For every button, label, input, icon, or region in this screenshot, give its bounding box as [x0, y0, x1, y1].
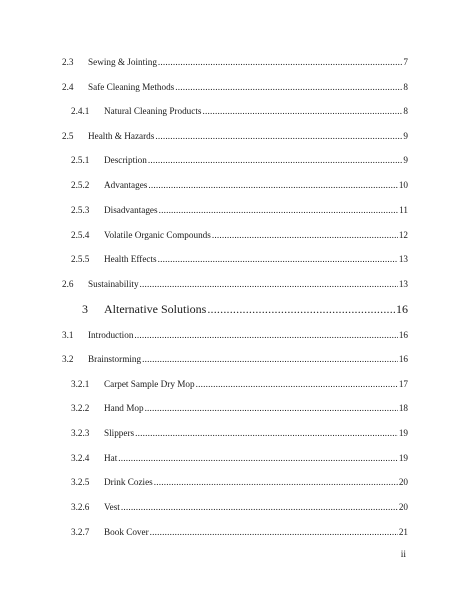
toc-entry-title: Slippers [104, 428, 135, 438]
toc-entry-number: 3.1 [62, 330, 74, 340]
toc-entry-title: Sewing & Jointing [88, 57, 157, 67]
toc-entry-page: 16 [398, 330, 408, 340]
toc-entry-number: 2.5.4 [71, 230, 90, 240]
toc-entry-number: 3.2 [62, 354, 74, 364]
dot-leader [142, 352, 398, 366]
toc-entry-title: Health Effects [104, 254, 157, 264]
toc-entry-title: Health & Hazards [88, 131, 155, 141]
toc-entry-body [104, 401, 408, 415]
toc-entry-page: 8 [403, 106, 408, 116]
toc-entry-body [88, 352, 408, 366]
toc-entry-page: 17 [398, 379, 408, 389]
toc-entry-title: Carpet Sample Dry Mop [104, 379, 195, 389]
toc-entry[interactable] [0, 426, 463, 440]
toc-entry-title: Vest [104, 502, 120, 512]
dot-leader [158, 252, 398, 266]
dot-leader [202, 104, 402, 118]
dot-leader [121, 500, 398, 514]
toc-entry-body [104, 203, 408, 217]
toc-entry-number: 2.5.3 [71, 205, 90, 215]
toc-entry-page: 20 [398, 502, 408, 512]
toc-entry[interactable] [0, 178, 463, 192]
toc-entry-title: Volatile Organic Compounds [104, 230, 211, 240]
toc-entry-page: 19 [398, 453, 408, 463]
toc-entry-title: Advantages [104, 180, 148, 190]
toc-entry-body [104, 178, 408, 192]
toc-entry[interactable] [0, 55, 463, 69]
toc-entry[interactable] [0, 277, 463, 291]
toc-entry-body [104, 525, 408, 539]
toc-entry-title: Book Cover [104, 527, 149, 537]
dot-leader [154, 475, 398, 489]
toc-entry-body [88, 277, 408, 291]
toc-entry[interactable] [0, 129, 463, 143]
toc-entry-title: Hat [104, 453, 118, 463]
dot-leader [148, 153, 403, 167]
dot-leader [159, 203, 399, 217]
toc-entry-number: 3.2.5 [71, 477, 90, 487]
toc-entry-page: 16 [398, 354, 408, 364]
toc-entry-title: Alternative Solutions [104, 302, 207, 316]
toc-entry-page: 8 [403, 82, 408, 92]
toc-entry-body [104, 377, 408, 391]
dot-leader [212, 228, 398, 242]
dot-leader [175, 80, 402, 94]
toc-entry-page: 7 [403, 57, 408, 67]
toc-entry-title: Brainstorming [88, 354, 142, 364]
toc-entry-title: Safe Cleaning Methods [88, 82, 175, 92]
toc-entry-number: 2.3 [62, 57, 74, 67]
toc-entry-number: 3.2.4 [71, 453, 90, 463]
dot-leader [148, 178, 397, 192]
toc-entry-number: 3.2.6 [71, 502, 90, 512]
toc-entry-number: 3.2.7 [71, 527, 90, 537]
toc-entry-page: 13 [398, 254, 408, 264]
toc-entry[interactable] [0, 352, 463, 366]
toc-entry-page: 12 [398, 230, 408, 240]
toc-entry-title: Description [104, 155, 147, 165]
toc-entry-body [88, 55, 408, 69]
toc-entry-body [104, 475, 408, 489]
toc-chapter-entry[interactable] [0, 300, 463, 318]
toc-entry[interactable] [0, 252, 463, 266]
toc-entry-page: 9 [403, 131, 408, 141]
toc-entry-body [104, 451, 408, 465]
toc-entry-title: Disadvantages [104, 205, 158, 215]
toc-entry-body [88, 80, 408, 94]
toc-entry-title: Drink Cozies [104, 477, 153, 487]
dot-leader [135, 426, 398, 440]
toc-entry-number: 2.4.1 [71, 106, 90, 116]
toc-entry[interactable] [0, 500, 463, 514]
toc-entry-page: 19 [398, 428, 408, 438]
toc-entry-page: 10 [398, 180, 408, 190]
toc-entry-page: 9 [403, 155, 408, 165]
toc-entry[interactable] [0, 377, 463, 391]
toc-entry-body [88, 129, 408, 143]
dot-leader [207, 300, 395, 318]
toc-entry[interactable] [0, 525, 463, 539]
toc-entry-page: 16 [396, 302, 408, 316]
toc-entry-body [104, 426, 408, 440]
toc-entry[interactable] [0, 80, 463, 94]
toc-entry-title: Hand Mop [104, 403, 144, 413]
toc-entry[interactable] [0, 104, 463, 118]
toc-entry-body [104, 153, 408, 167]
dot-leader [158, 55, 402, 69]
toc-entry-body [104, 300, 408, 318]
toc-entry[interactable] [0, 203, 463, 217]
toc-entry-body [104, 252, 408, 266]
page-number: ii [400, 550, 406, 560]
dot-leader [140, 277, 398, 291]
toc-entry-number: 2.5.2 [71, 180, 90, 190]
dot-leader [196, 377, 398, 391]
toc-entry-number: 2.4 [62, 82, 74, 92]
toc-entry-body [104, 104, 408, 118]
toc-entry[interactable] [0, 228, 463, 242]
toc-entry-number: 3 [82, 302, 88, 316]
toc-entry-page: 11 [399, 205, 408, 215]
toc-entry-page: 21 [398, 527, 408, 537]
toc-entry-number: 3.2.3 [71, 428, 90, 438]
toc-entry-page: 20 [398, 477, 408, 487]
toc-entry-number: 2.5.1 [71, 155, 90, 165]
toc-entry-page: 13 [398, 279, 408, 289]
toc-entry-body [104, 228, 408, 242]
toc-entry-number: 3.2.1 [71, 379, 90, 389]
dot-leader [145, 401, 398, 415]
toc-entry-title: Sustainability [88, 279, 139, 289]
toc-entry-number: 2.6 [62, 279, 74, 289]
toc-entry[interactable] [0, 153, 463, 167]
toc-entry-number: 2.5.5 [71, 254, 90, 264]
dot-leader [118, 451, 398, 465]
toc-entry-body [104, 500, 408, 514]
toc-entry[interactable] [0, 328, 463, 342]
toc-entry-number: 3.2.2 [71, 403, 90, 413]
dot-leader [134, 328, 397, 342]
toc-entry-title: Introduction [88, 330, 134, 340]
toc-entry-title: Natural Cleaning Products [104, 106, 202, 116]
dot-leader [150, 525, 398, 539]
toc-entry[interactable] [0, 451, 463, 465]
dot-leader [155, 129, 402, 143]
toc-entry-body [88, 328, 408, 342]
toc-entry[interactable] [0, 401, 463, 415]
toc-entry-number: 2.5 [62, 131, 74, 141]
toc-entry[interactable] [0, 475, 463, 489]
toc-entry-page: 18 [398, 403, 408, 413]
